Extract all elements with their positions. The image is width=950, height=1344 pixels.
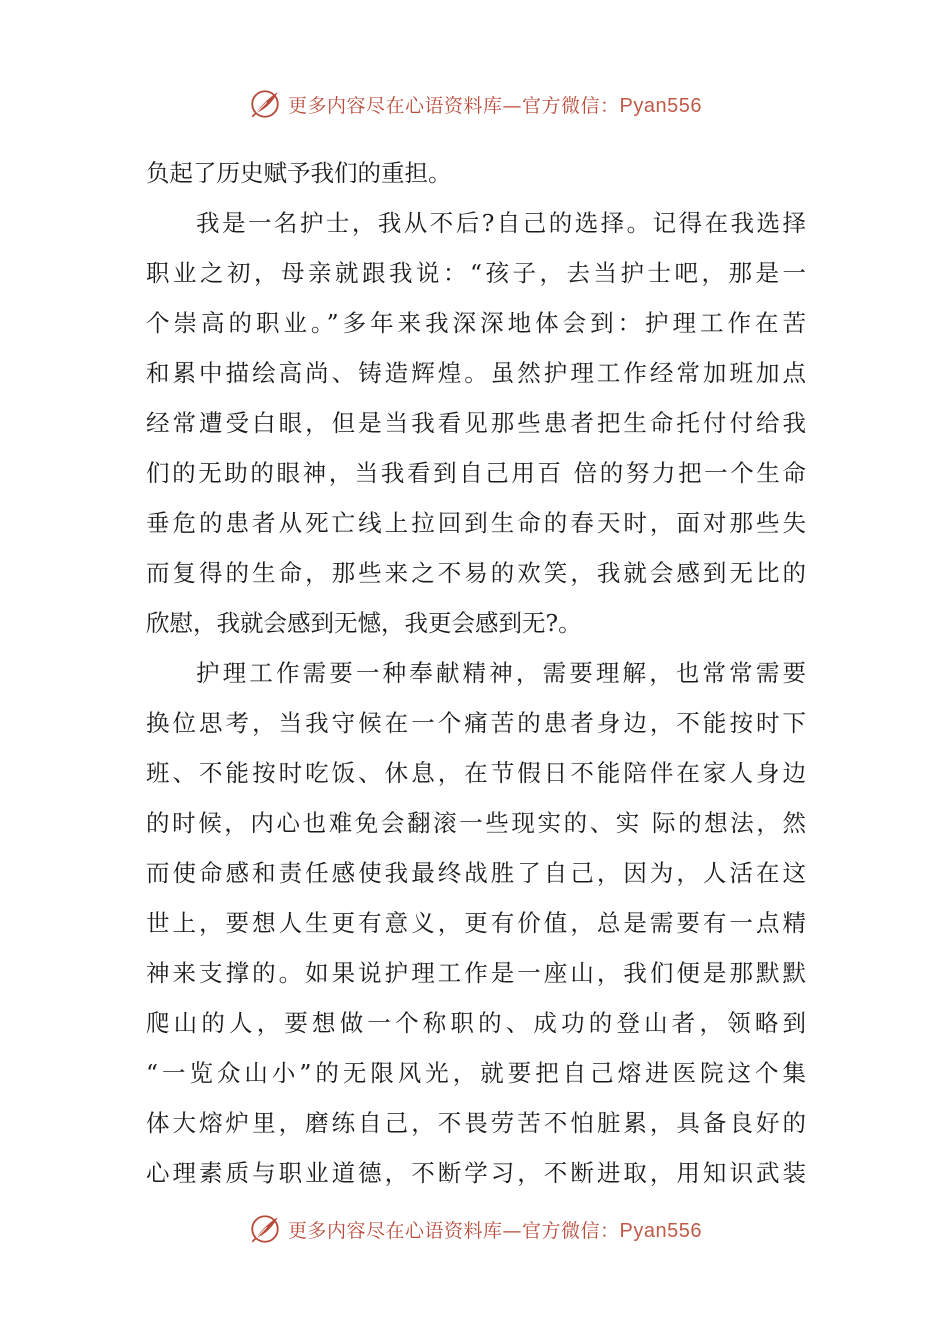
watermark-separator: — — [502, 1219, 523, 1242]
watermark-main-text: 更多内容尽在心语资料库 — [288, 94, 503, 117]
text-line: 心理素质与职业道德，不断学习，不断进取，用知识武装 — [146, 1159, 806, 1187]
text-line: 神来支撑的。如果说护理工作是一座山，我们便是那默默 — [146, 959, 806, 987]
text-line: 个崇高的职业。”多年来我深深地体会到：护理工作在苦 — [146, 309, 806, 337]
text-line: 我是一名护士，我从不后?自己的选择。记得在我选择 — [196, 209, 806, 237]
text-line: 垂危的患者从死亡线上拉回到生命的春天时，面对那些失 — [146, 509, 806, 537]
text-line: 世上，要想人生更有意义，更有价值，总是需要有一点精 — [146, 909, 806, 937]
text-line: 护理工作需要一种奉献精神，需要理解，也常常需要 — [196, 659, 806, 687]
text-line: 爬山的人，要想做一个称职的、成功的登山者，领略到 — [146, 1009, 806, 1037]
text-line: 负起了历史赋予我们的重担。 — [146, 159, 452, 187]
watermark-label: 官方微信： — [522, 94, 620, 117]
watermark-text — [288, 91, 702, 118]
text-line: 们的无助的眼神，当我看到自己用百 倍的努力把一个生命 — [146, 459, 806, 487]
text-line: “一览众山小”的无限风光，就要把自己熔进医院这个集 — [146, 1059, 806, 1087]
watermark-label: 官方微信： — [522, 1219, 620, 1242]
watermark-separator: — — [502, 94, 523, 117]
text-line: 而使命感和责任感使我最终战胜了自己，因为，人活在这 — [146, 859, 806, 887]
quill-logo-icon — [248, 87, 282, 121]
text-line: 班、不能按时吃饭、休息，在节假日不能陪伴在家人身边 — [146, 759, 806, 787]
watermark-wechat-id: Pyan556 — [619, 94, 702, 117]
watermark-main-text: 更多内容尽在心语资料库 — [288, 1219, 503, 1242]
watermark-wechat-id: Pyan556 — [619, 1219, 702, 1242]
text-line: 职业之初，母亲就跟我说：“孩子，去当护士吧，那是一 — [146, 259, 806, 287]
text-line: 欣慰，我就会感到无憾，我更会感到无?。 — [146, 609, 582, 637]
quill-logo-icon — [248, 1212, 282, 1246]
watermark-text — [288, 1216, 702, 1243]
text-line: 体大熔炉里，磨练自己，不畏劳苦不怕脏累，具备良好的 — [146, 1109, 806, 1137]
text-line: 的时候，内心也难免会翻滚一些现实的、实 际的想法，然 — [146, 809, 806, 837]
header-watermark — [0, 84, 950, 124]
text-line: 和累中描绘高尚、铸造辉煌。虽然护理工作经常加班加点 — [146, 359, 806, 387]
document-body — [146, 148, 806, 1198]
footer-watermark — [0, 1209, 950, 1249]
text-line: 经常遭受白眼，但是当我看见那些患者把生命托付付给我 — [146, 409, 806, 437]
text-line: 换位思考，当我守候在一个痛苦的患者身边，不能按时下 — [146, 709, 806, 737]
text-line: 而复得的生命，那些来之不易的欢笑，我就会感到无比的 — [146, 559, 806, 587]
